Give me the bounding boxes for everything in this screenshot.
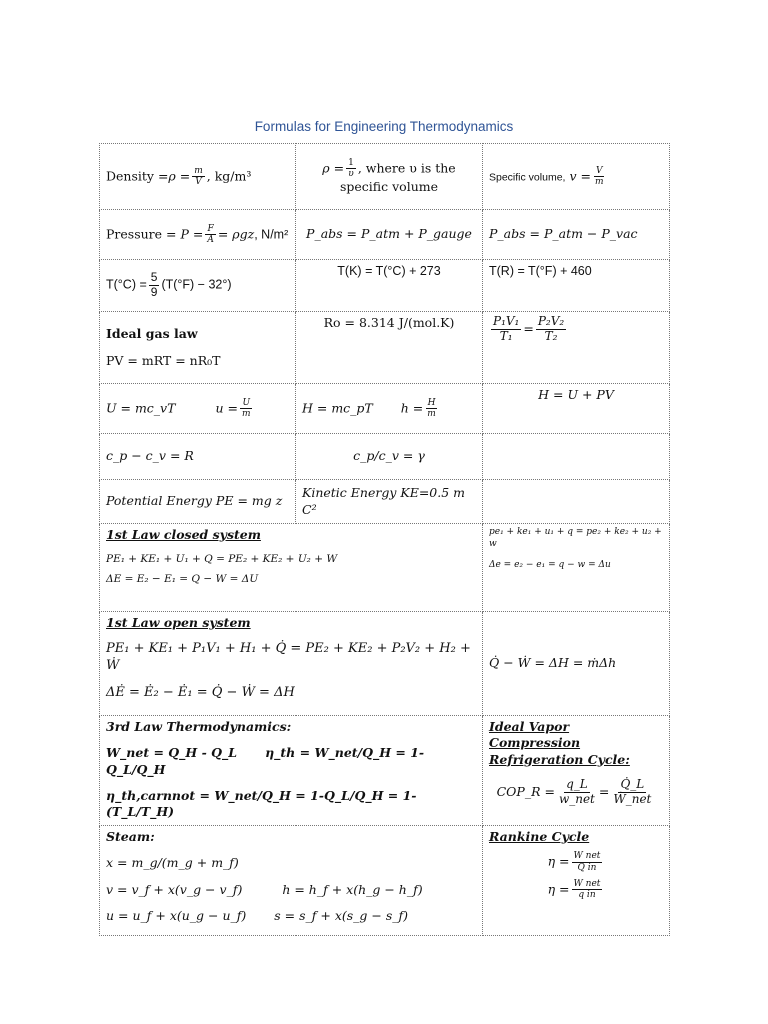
eta2-den: q in bbox=[578, 890, 596, 901]
specific-u-lhs: u = bbox=[215, 400, 238, 415]
kelvin-cell: T(K) = T(°C) + 273 bbox=[296, 260, 483, 312]
density-den: V bbox=[195, 177, 202, 187]
enthalpy-uv-cell: H = U + PV bbox=[483, 384, 670, 434]
steam-cell bbox=[100, 826, 483, 936]
specific-volume-label: Specific volume, bbox=[489, 171, 566, 183]
cop-lhs: COP_R = bbox=[496, 783, 555, 799]
pressure-unit: , N/m² bbox=[254, 227, 289, 241]
specific-u-den: m bbox=[241, 409, 251, 419]
first-law-closed-heading: 1st Law closed system bbox=[106, 527, 261, 542]
quality-eq: x = m_g/(m_g + m_f) bbox=[106, 855, 239, 871]
eta1-den: Q in bbox=[577, 862, 597, 873]
specific-volume-cell bbox=[483, 144, 670, 210]
pressure-lhs: P = bbox=[180, 226, 204, 241]
work-net-eq: W_net = Q_H - Q_L bbox=[106, 745, 238, 761]
combined-gas-cell bbox=[483, 312, 670, 384]
rho-den: υ bbox=[348, 168, 354, 179]
combined-den-1: T₁ bbox=[499, 328, 513, 343]
combined-num-2: P₂V₂ bbox=[537, 314, 565, 328]
first-law-open-eq2: ΔĖ = Ė₂ − Ė₁ = Q̇ − Ẇ = ΔH bbox=[106, 685, 295, 701]
first-law-open-cell bbox=[100, 612, 483, 716]
celsius-lhs: T(°C) = bbox=[106, 277, 147, 292]
pabs-gauge-cell: P_abs = P_atm + P_gauge bbox=[296, 210, 483, 260]
rho-num: 1 bbox=[348, 157, 354, 168]
cop-num-1: q_L bbox=[566, 776, 588, 791]
density-num: m bbox=[194, 165, 203, 176]
row-pressure bbox=[100, 210, 670, 260]
specific-volume-mix-eq: v = v_f + x(v_g − v_f) bbox=[106, 881, 243, 897]
cp-cv-cell: c_p − c_v = R bbox=[100, 434, 296, 480]
first-law-closed-specific-cell bbox=[483, 524, 670, 612]
page-title: Formulas for Engineering Thermodynamics bbox=[254, 119, 514, 134]
cop-formula bbox=[489, 778, 663, 807]
pressure-cell bbox=[100, 210, 296, 260]
enthalpy-cell bbox=[296, 384, 483, 434]
eta2-lhs: η = bbox=[547, 881, 570, 897]
third-law-heading: 3rd Law Thermodynamics: bbox=[106, 719, 292, 734]
row-specific-heats bbox=[100, 434, 670, 480]
rankine-cell bbox=[483, 826, 670, 936]
enthalpy-mix-eq: h = h_f + x(h_g − h_f) bbox=[282, 881, 423, 897]
row-ideal-gas bbox=[100, 312, 670, 384]
combined-den-2: T₂ bbox=[544, 328, 558, 343]
row-temperature bbox=[100, 260, 670, 312]
cop-num-2: Q̇_L bbox=[620, 776, 645, 791]
row-mech-energy bbox=[100, 480, 670, 524]
internal-energy-mix-eq: u = u_f + x(u_g − u_f) bbox=[106, 907, 247, 923]
third-law-cell bbox=[100, 716, 483, 826]
row-density bbox=[100, 144, 670, 210]
eta2-num: W net bbox=[573, 878, 601, 889]
refrigeration-heading-1: Ideal Vapor Compression bbox=[489, 719, 581, 751]
first-law-open-rate-cell: Q̇ − Ẇ = ΔH = ṁΔh bbox=[483, 612, 670, 716]
sv-lhs: v = bbox=[569, 168, 591, 183]
pressure-den: A bbox=[207, 235, 214, 245]
rankine-eta-1 bbox=[489, 851, 663, 873]
first-law-open-heading: 1st Law open system bbox=[106, 615, 251, 630]
specific-u-num: U bbox=[242, 397, 251, 408]
carnot-efficiency-eq: η_th,carnnot = W_net/Q_H = 1-Q_L/Q_H = 1-(T_L/T_H) bbox=[106, 787, 417, 819]
first-law-closed-eq1: PE₁ + KE₁ + U₁ + Q = PE₂ + KE₂ + U₂ + W bbox=[106, 553, 338, 566]
density-label: Density = bbox=[106, 168, 169, 183]
combined-num-1: P₁V₁ bbox=[493, 314, 520, 328]
pressure-label: Pressure = bbox=[106, 226, 177, 241]
third-law-row1 bbox=[106, 745, 476, 778]
rankine-eta-2 bbox=[489, 879, 663, 901]
first-law-specific-eq1: pe₁ + ke₁ + u₁ + q = pe₂ + ke₂ + u₂ + w bbox=[489, 527, 662, 549]
specific-h-den: m bbox=[427, 409, 436, 419]
entropy-mix-eq: s = s_f + x(s_g − s_f) bbox=[274, 907, 409, 923]
cop-den-2: Ẇ_net bbox=[613, 791, 652, 806]
eta1-num: W net bbox=[573, 851, 601, 862]
celsius-cell bbox=[100, 260, 296, 312]
first-law-closed-eq2: ΔE = E₂ − E₁ = Q − W = ΔU bbox=[106, 572, 259, 585]
density-unit: , kg/m³ bbox=[206, 168, 252, 183]
formula-table bbox=[99, 143, 670, 936]
thermal-efficiency-eq: η_th = W_net/Q_H = 1-Q_L/Q_H bbox=[106, 745, 425, 777]
row-third-law bbox=[100, 716, 670, 826]
rho-cell bbox=[296, 144, 483, 210]
ideal-gas-equation: PV = mRT = nR₀T bbox=[106, 352, 221, 368]
celsius-rest: (T(°F) − 32°) bbox=[161, 277, 232, 292]
density-lhs: ρ = bbox=[168, 168, 191, 183]
gas-constant-cell: Ro = 8.314 J/(mol.K) bbox=[296, 312, 483, 384]
empty-cell-7 bbox=[483, 480, 670, 524]
rankine-heading: Rankine Cycle bbox=[489, 829, 590, 844]
specific-h-lhs: h = bbox=[400, 400, 424, 415]
internal-energy-eq: U = mc_vT bbox=[106, 400, 176, 415]
celsius-den: 9 bbox=[150, 285, 158, 299]
specific-h-num: H bbox=[427, 397, 436, 408]
cop-equals: = bbox=[598, 783, 610, 799]
rho-lhs: ρ = bbox=[322, 159, 345, 175]
steam-heading: Steam: bbox=[106, 829, 155, 844]
internal-energy-cell bbox=[100, 384, 296, 434]
refrigeration-heading-2: Refrigeration Cycle: bbox=[489, 751, 630, 767]
first-law-specific-eq2: Δe = e₂ − e₁ = q − w = Δu bbox=[489, 560, 611, 571]
enthalpy-eq: H = mc_pT bbox=[302, 400, 373, 415]
row-steam bbox=[100, 826, 670, 936]
cop-den-1: w_net bbox=[558, 791, 595, 806]
steam-row3 bbox=[106, 908, 476, 924]
gamma-cell: c_p/c_v = γ bbox=[296, 434, 483, 480]
steam-row2 bbox=[106, 882, 476, 898]
pressure-num: F bbox=[207, 223, 214, 234]
ideal-gas-cell bbox=[100, 312, 296, 384]
first-law-closed-cell bbox=[100, 524, 483, 612]
combined-equals: = bbox=[523, 320, 534, 336]
sv-den: m bbox=[594, 177, 604, 187]
rankine-temp-cell: T(R) = T(°F) + 460 bbox=[483, 260, 670, 312]
sv-num: V bbox=[595, 165, 603, 176]
row-energy bbox=[100, 384, 670, 434]
row-first-law-open bbox=[100, 612, 670, 716]
row-first-law-closed bbox=[100, 524, 670, 612]
celsius-num: 5 bbox=[150, 270, 158, 285]
rho-text: , where υ is the specific volume bbox=[339, 159, 456, 195]
ideal-gas-label: Ideal gas law bbox=[106, 326, 198, 342]
density-cell bbox=[100, 144, 296, 210]
first-law-open-eq1: PE₁ + KE₁ + P₁V₁ + H₁ + Q̇ = PE₂ + KE₂ + P₂V₂ + H₂ + Ẇ bbox=[106, 641, 471, 674]
refrigeration-cell bbox=[483, 716, 670, 826]
pressure-rest: = ρgz bbox=[217, 226, 255, 241]
pabs-vac-cell: P_abs = P_atm − P_vac bbox=[483, 210, 670, 260]
empty-cell-6 bbox=[483, 434, 670, 480]
eta1-lhs: η = bbox=[547, 853, 570, 869]
potential-energy-cell: Potential Energy PE = mg z bbox=[100, 480, 296, 524]
kinetic-energy-cell: Kinetic Energy KE=0.5 m C² bbox=[296, 480, 483, 524]
